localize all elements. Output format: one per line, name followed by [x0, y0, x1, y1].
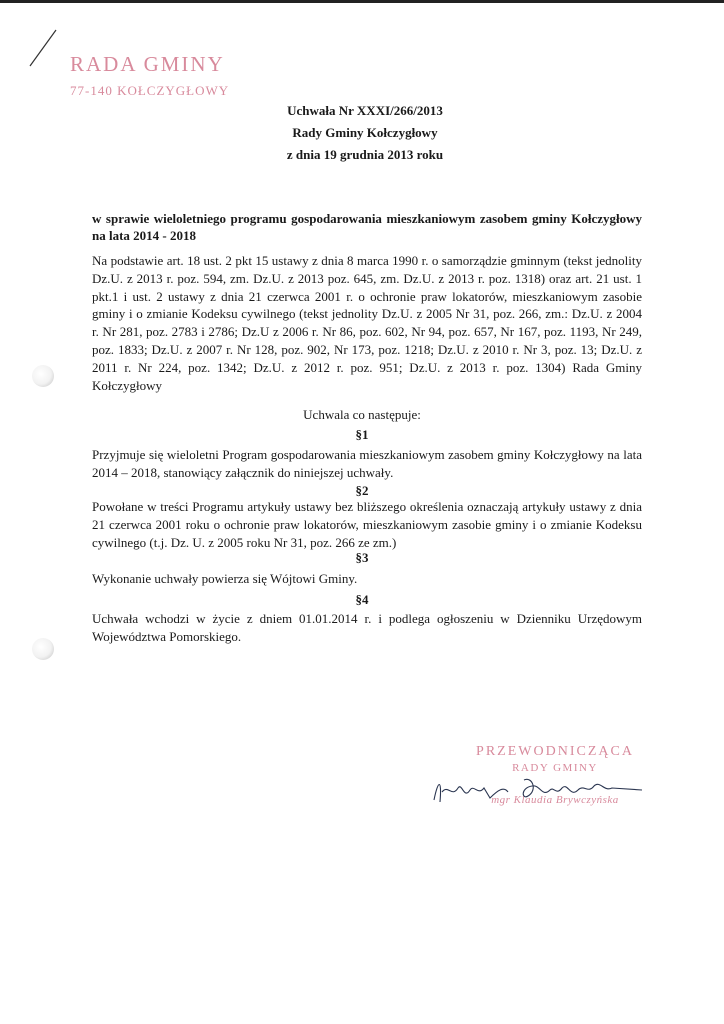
section-text-4: Uchwała wchodzi w życie z dniem 01.01.2014 r. i podlega ogłoszeniu w Dzienniku Urzędowym Województwa Pomorskiego.	[92, 611, 642, 644]
section-label-1: §1	[355, 427, 369, 442]
resolution-title	[200, 100, 530, 166]
scan-top-edge	[0, 0, 724, 3]
stamp-line-1: RADA GMINY	[70, 52, 225, 76]
resolution-subject: w sprawie wieloletniego programu gospodarowania mieszkaniowym zasobem gminy Kołczygłowy na lata 2014 - 2018	[92, 211, 642, 243]
stamp-name: mgr Klaudia Brywczyńska	[491, 794, 619, 806]
section-text-1: Przyjmuje się wieloletni Program gospodarowania mieszkaniowym zasobem gminy Kołczygłowy na lata 2014 – 2018, stanowiący załącznik do niniejszej uchwały.	[92, 447, 642, 480]
resolution-intro: Uchwala co następuje:	[303, 407, 421, 422]
section-label-4: §4	[355, 592, 369, 607]
stamp-body: RADY GMINY	[512, 762, 598, 774]
punch-hole-icon	[32, 365, 54, 387]
stamp-role: PRZEWODNICZĄCA	[476, 744, 634, 759]
title-date: z dnia 19 grudnia 2013 roku	[286, 147, 444, 162]
pen-slash-icon	[28, 28, 58, 68]
section-text-2: Powołane w treści Programu artykuły ustawy bez bliższego określenia oznaczają artykuły ustawy z dnia 21 czerwca 2001 roku o ochronie praw lokatorów, mieszkaniowym zasobie gminy i o zmianie Kodeksu cywilnego (t.j. Dz. U. z 2005 roku Nr 31, poz. 266 ze zm.)	[92, 499, 642, 550]
section-label-3: §3	[355, 550, 369, 565]
title-number: Uchwała Nr XXXI/266/2013	[287, 103, 443, 118]
stamp-line-2: 77-140 KOŁCZYGŁOWY	[70, 83, 230, 98]
title-council: Rady Gminy Kołczygłowy	[292, 125, 438, 140]
council-stamp	[70, 52, 229, 99]
section-text-3: Wykonanie uchwały powierza się Wójtowi Gminy.	[92, 571, 358, 586]
punch-hole-icon	[32, 638, 54, 660]
legal-basis: Na podstawie art. 18 ust. 2 pkt 15 ustawy z dnia 8 marca 1990 r. o samorządzie gminnym (tekst jednolity Dz.U. z 2013 r. poz. 594, zm. Dz.U. z 2013 poz. 645, zm. Dz.U. z 2013 r. poz. 1318) oraz art. 21 ust. 1 pkt.1 i ust. 2 ustawy z dnia 21 czerwca 2001 r. o ochronie praw lokatorów, mieszkaniowym zasobie gminy i o zmianie Kodeksu cywilnego (tekst jednolity Dz.U. z 2005 Nr 31, poz. 266, zm.: Dz.U. z 2004 r. Nr 281, poz. 2783 i 2786; Dz.U z 2006 r. Nr 86, poz. 602, Nr 94, poz. 657, Nr 167, poz. 1193, Nr 249, poz. 1833; Dz.U. z 2007 r. Nr 128, poz. 902, Nr 173, poz. 1218; Dz.U. z 2010 r. Nr 3, poz. 13; Dz.U. z 2011 r. Nr 224, poz. 1342; Dz.U. z 2012 r. poz. 951; Dz.U. z 2013 r. poz. 1304) Rada Gminy Kołczygłowy	[92, 253, 642, 393]
handwritten-signature	[428, 770, 648, 810]
section-label-2: §2	[355, 483, 369, 498]
